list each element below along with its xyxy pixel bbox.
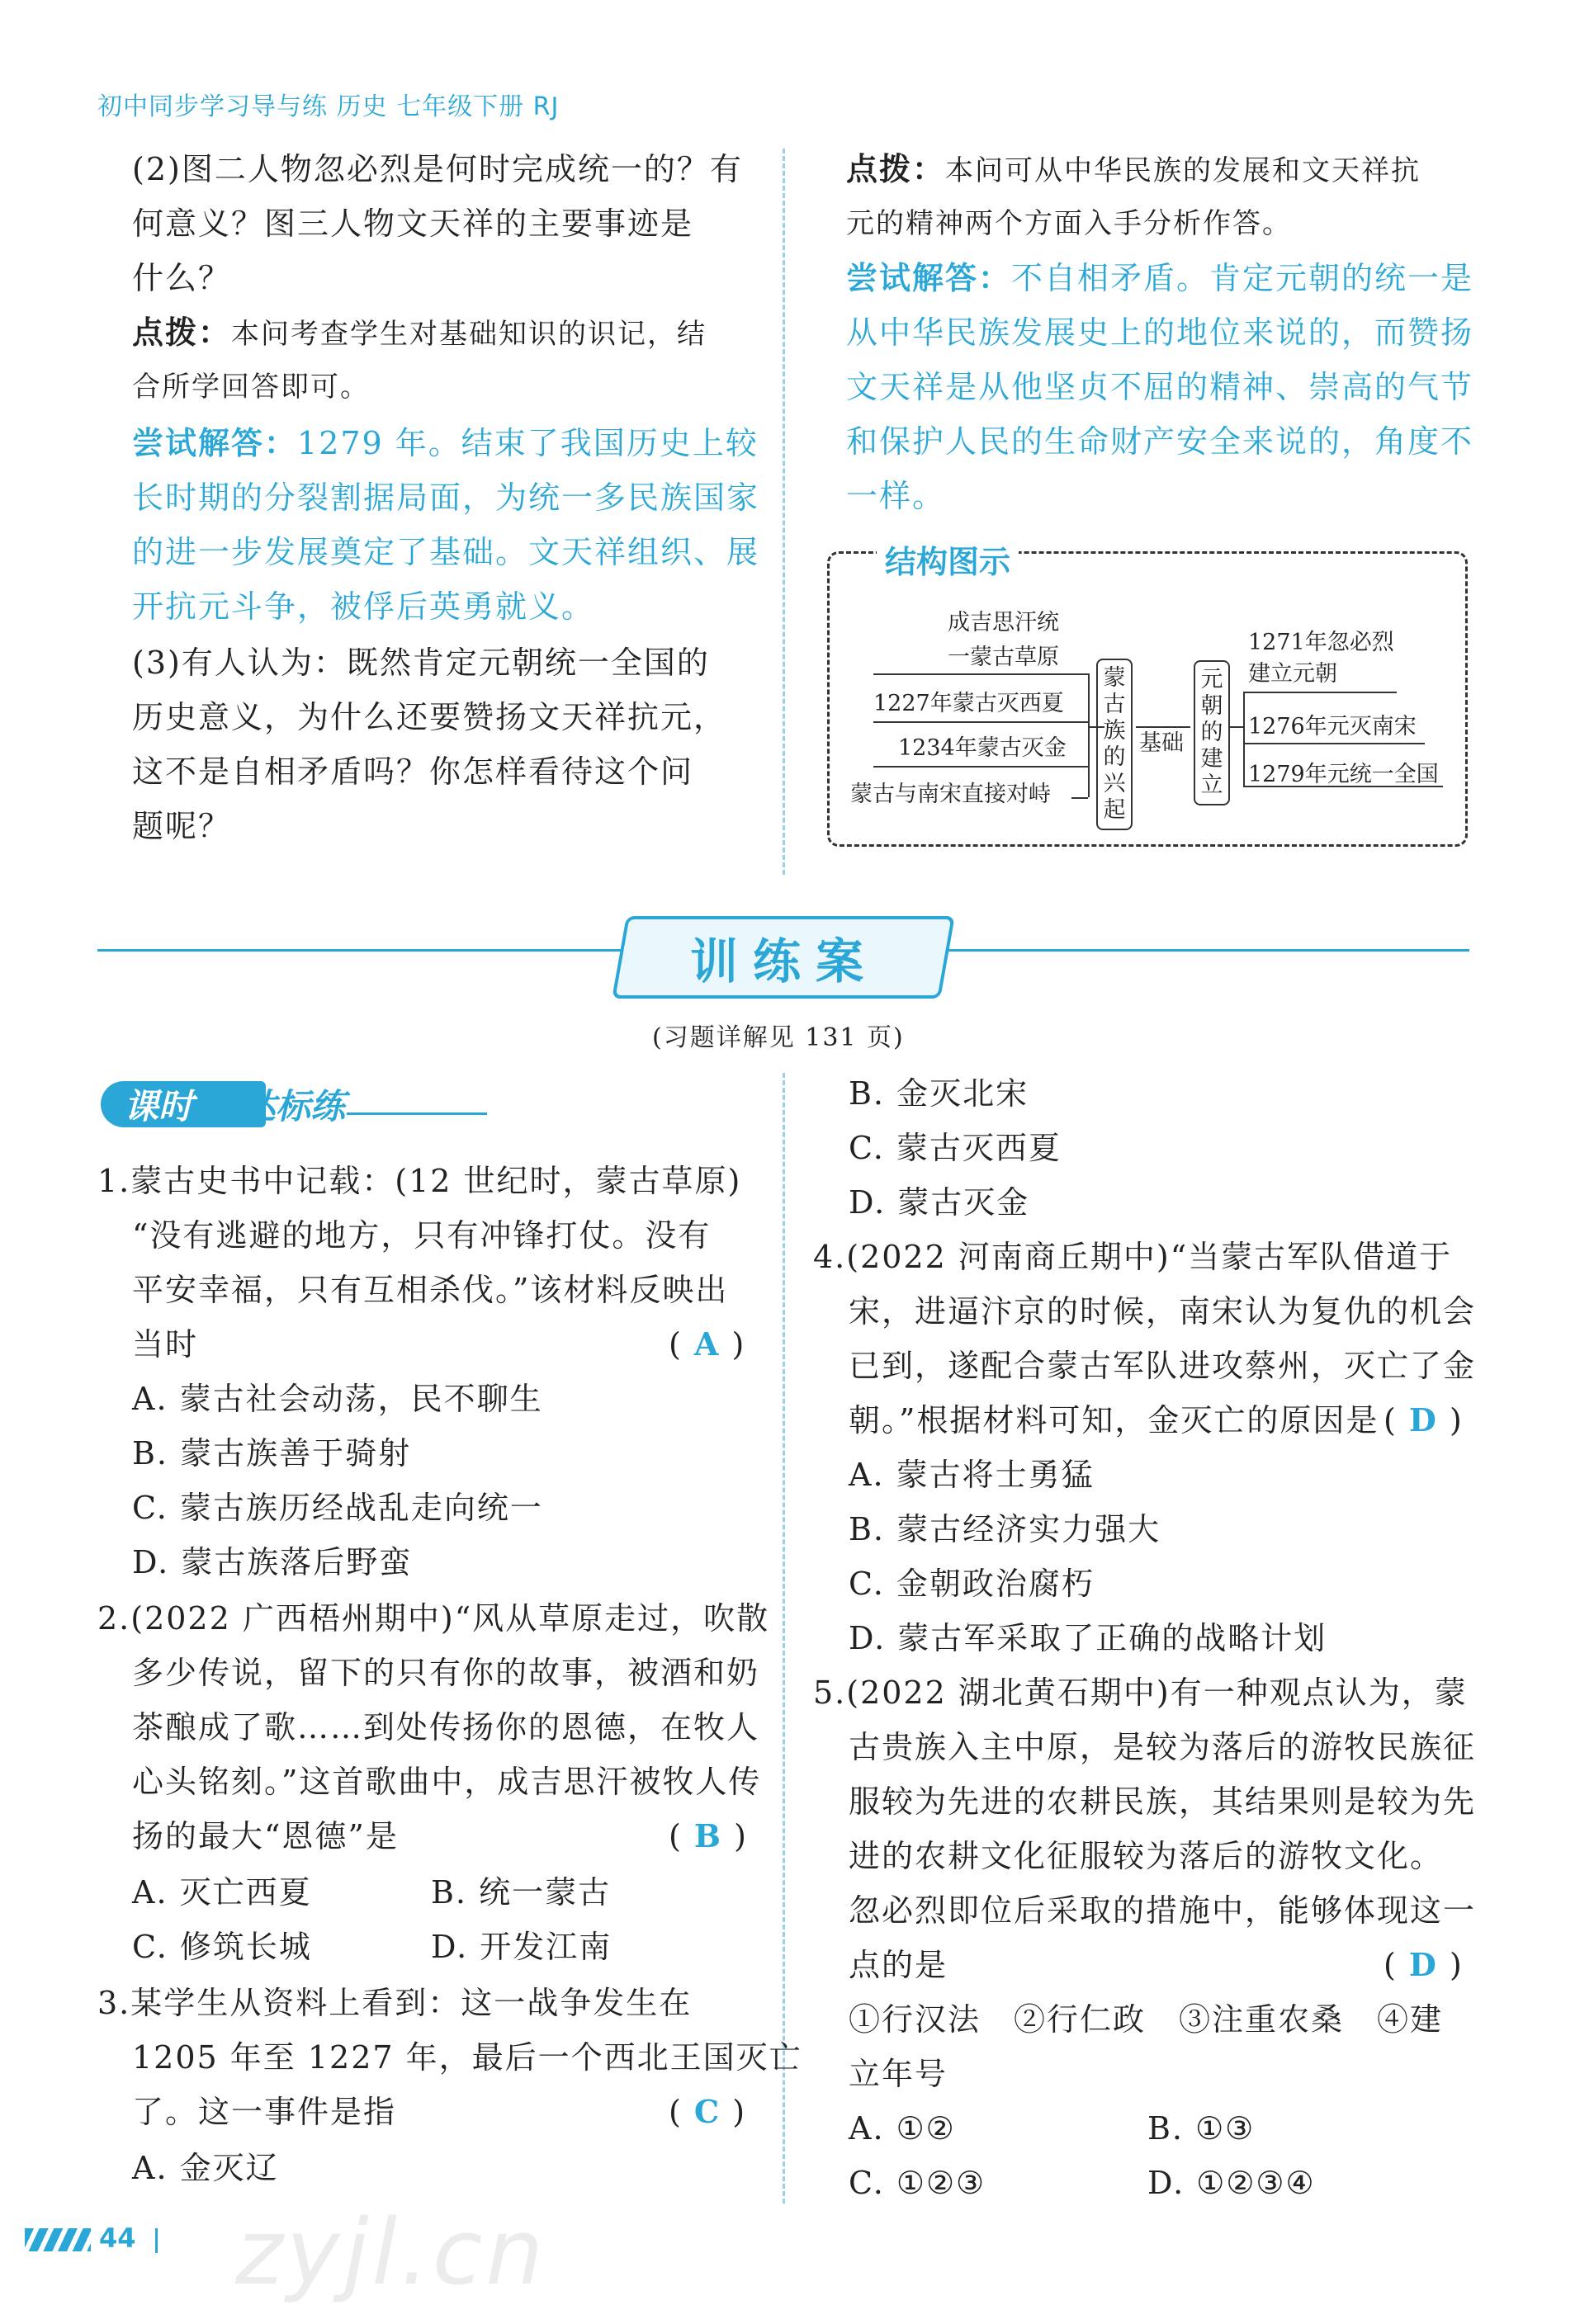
box2-char: 元	[1200, 667, 1223, 692]
q5-option-b: B. ①③	[1147, 2110, 1256, 2147]
answer-reference-note: (习题详解见 131 页)	[652, 1023, 905, 1052]
diagram-line	[1243, 786, 1443, 787]
q3-option-a: A. 金灭辽	[132, 2150, 279, 2186]
q5-line-4: 进的农耕文化征服较为落后的游牧文化。	[849, 1838, 1444, 1874]
answer-label-right: 尝试解答：	[846, 259, 1012, 296]
q3-line-4: 题呢？	[132, 808, 232, 844]
q3-option-c: C. 蒙古灭西夏	[849, 1130, 1062, 1166]
q4-line-2: 宋，进逼汴京的时候，南宋认为复仇的机会	[849, 1293, 1477, 1330]
q1-answer: ( A )	[669, 1325, 746, 1363]
q4-line-3: 已到，遂配合蒙古军队进攻蔡州，灭亡了金	[849, 1348, 1477, 1384]
q5-items-line-2: 立年号	[849, 2056, 948, 2092]
q5-answer: ( D )	[1384, 1946, 1464, 1983]
answer-line-4: 开抗元斗争，被俘后英勇就义。	[132, 588, 595, 625]
box1-char: 族	[1103, 718, 1126, 744]
box2-char: 的	[1200, 720, 1223, 745]
q4-line-4: 朝。”根据材料可知，金灭亡的原因是	[849, 1402, 1379, 1438]
answer-label: 尝试解答：	[132, 424, 298, 461]
box1-char: 蒙	[1103, 665, 1126, 691]
box2-char: 建	[1200, 746, 1223, 772]
answer-right-line-3: 文天祥是从他坚贞不屈的精神、崇高的气节	[846, 369, 1474, 405]
q5-line-2: 古贵族入主中原，是较为落后的游牧民族征	[849, 1729, 1477, 1765]
q2-line-2: 何意义？图三人物文天祥的主要事迹是	[132, 205, 694, 242]
q1-option-b: B. 蒙古族善于骑射	[132, 1435, 412, 1471]
q1-line-2: “没有逃避的地方，只有冲锋打仗。没有	[132, 1217, 712, 1254]
q1-option-c: C. 蒙古族历经战乱走向统一	[132, 1490, 543, 1526]
q1-option-a: A. 蒙古社会动荡，民不聊生	[132, 1381, 543, 1417]
q2-question-line-5: 扬的最大“恩德”是	[132, 1818, 399, 1854]
answer-right-line-4: 和保护人民的生命财产安全来说的，角度不	[846, 423, 1474, 460]
section-tag-b: 达标练	[241, 1086, 346, 1127]
q3-question-line-3: 了。这一事件是指	[132, 2094, 397, 2130]
q5-line-5: 忽必烈即位后采取的措施中，能够体现这一	[849, 1892, 1477, 1929]
q2-question-line-4: 心头铭刻。”这首歌曲中，成吉思汗被牧人传	[132, 1764, 762, 1800]
section-tag-underline	[347, 1112, 487, 1115]
q5-option-a: A. ①②	[849, 2110, 956, 2147]
banner-rule-left	[97, 949, 626, 952]
q2-option-c: C. 修筑长城	[132, 1929, 312, 1965]
q1-answer-letter: A	[693, 1325, 721, 1363]
diagram-line	[873, 721, 1088, 723]
q4-answer-letter: D	[1408, 1401, 1438, 1438]
answer-text-right: 不自相矛盾。肯定元朝的统一是	[1011, 260, 1474, 296]
footer-stripe-decoration	[25, 2228, 91, 2251]
box1-char: 起	[1103, 797, 1126, 823]
hint-text-right: 本问可从中华民族的发展和文天祥抗	[945, 154, 1421, 187]
box2-char: 朝	[1200, 693, 1223, 719]
q2-option-b: B. 统一蒙古	[431, 1874, 612, 1911]
q3-option-d: D. 蒙古灭金	[849, 1184, 1030, 1221]
diagram-title: 结构图示	[877, 536, 1019, 582]
q3-option-b: B. 金灭北宋	[849, 1075, 1029, 1112]
answer-right-line-2: 从中华民族发展史上的地位来说的，而赞扬	[846, 314, 1474, 351]
hint-block-left	[132, 305, 707, 361]
q5-line-6: 点的是	[849, 1947, 948, 1983]
box1-char: 兴	[1103, 771, 1126, 796]
diagram-line	[873, 766, 1088, 768]
diagram-line	[1243, 692, 1397, 693]
banner-rule-right	[941, 949, 1469, 952]
q2-question-line-1: 2.(2022 广西梧州期中)“风从草原走过，吹散	[97, 1600, 770, 1637]
answer-line-3: 的进一步发展奠定了基础。文天祥组织、展	[132, 534, 760, 570]
q3-line-3: 这不是自相矛盾吗？你怎样看待这个问	[132, 753, 694, 790]
hint-text-right-2: 元的精神两个方面入手分析作答。	[846, 207, 1292, 240]
q2-question-line-3: 茶酿成了歌……到处传扬你的恩德，在牧人	[132, 1709, 760, 1745]
q1-line-4: 当时	[132, 1326, 199, 1363]
q3-answer: ( C )	[669, 2093, 747, 2130]
hint-text-2: 合所学回答即可。	[132, 371, 370, 404]
answer-right-line-5: 一样。	[846, 478, 946, 514]
diagram-line	[1088, 673, 1090, 797]
q5-line-1: 5.(2022 湖北黄石期中)有一种观点认为，蒙	[813, 1675, 1468, 1711]
q5-items-line-1: ①行汉法 ②行仁政 ③注重农桑 ④建	[849, 2001, 1444, 2038]
q3-line-1: (3)有人认为：既然肯定元朝统一全国的	[132, 645, 710, 681]
footer-divider	[155, 2228, 158, 2253]
q2-answer-letter: B	[693, 1817, 723, 1854]
q1-line-1: 1.蒙古史书中记载：(12 世纪时，蒙古草原)	[97, 1163, 742, 1199]
hint-label-right: 点拨：	[846, 150, 946, 187]
diagram-line	[1136, 726, 1190, 728]
diagram-left-item-2: 一蒙古草原	[948, 645, 1059, 670]
q3-question-line-2: 1205 年至 1227 年，最后一个西北王国灭亡	[132, 2039, 802, 2076]
q5-answer-letter: D	[1408, 1946, 1438, 1983]
q3-question-line-1: 3.某学生从资料上看到：这一战争发生在	[97, 1985, 693, 2021]
banner-title: 训练案	[689, 933, 878, 990]
box1-char: 古	[1103, 692, 1126, 717]
diagram-line	[873, 673, 1088, 675]
hint-label: 点拨：	[132, 314, 232, 351]
diagram-right-item-3: 1276年元灭南宋	[1248, 714, 1417, 739]
answer-block-left	[132, 416, 759, 470]
q5-line-3: 服较为先进的农耕民族，其结果则是较为先	[849, 1783, 1477, 1820]
q4-answer: ( D )	[1384, 1401, 1464, 1438]
diagram-line	[1071, 797, 1088, 799]
q2-line-1: (2)图二人物忽必烈是何时完成统一的？有	[132, 151, 743, 187]
running-header: 初中同步学习导与练 历史 七年级下册 RJ	[97, 92, 560, 121]
watermark: zyjl.cn	[235, 2199, 547, 2305]
q3-answer-letter: C	[693, 2093, 721, 2130]
q3-line-2: 历史意义，为什么还要赞扬文天祥抗元，	[132, 699, 727, 735]
diagram-left-item-3: 1227年蒙古灭西夏	[873, 691, 1064, 716]
diagram-right-item-1: 1271年忽必烈	[1248, 630, 1394, 655]
hint-block-right	[846, 142, 1421, 198]
q2-option-d: D. 开发江南	[431, 1929, 613, 1965]
q4-option-c: C. 金朝政治腐朽	[849, 1566, 1095, 1602]
q4-option-b: B. 蒙古经济实力强大	[849, 1511, 1161, 1547]
box2-char: 立	[1200, 772, 1223, 798]
q4-option-a: A. 蒙古将士勇猛	[849, 1457, 1095, 1493]
hint-text: 本问考查学生对基础知识的识记，结	[231, 318, 707, 351]
q1-option-d: D. 蒙古族落后野蛮	[132, 1544, 413, 1580]
section-tag-a: 课时	[124, 1086, 194, 1127]
q2-question-line-2: 多少传说，留下的只有你的故事，被酒和奶	[132, 1655, 760, 1691]
diagram-left-item-5: 蒙古与南宋直接对峙	[850, 782, 1051, 807]
answer-text: 1279 年。结束了我国历史上较	[297, 425, 759, 461]
diagram-right-item-4: 1279年元统一全国	[1248, 762, 1439, 787]
answer-line-2: 长时期的分裂割据局面，为统一多民族国家	[132, 479, 760, 516]
q4-option-d: D. 蒙古军采取了正确的战略计划	[849, 1620, 1327, 1656]
diagram-box-yuan-founding	[1194, 660, 1230, 805]
q4-line-1: 4.(2022 河南商丘期中)“当蒙古军队借道于	[813, 1239, 1453, 1275]
q5-option-d: D. ①②③④	[1147, 2165, 1316, 2201]
q2-line-3: 什么？	[132, 260, 232, 296]
q2-option-a: A. 灭亡西夏	[132, 1874, 312, 1911]
diagram-link-label: 基础	[1139, 730, 1184, 756]
diagram-left-item-4: 1234年蒙古灭金	[898, 735, 1067, 761]
diagram-right-item-2: 建立元朝	[1248, 661, 1337, 687]
q5-option-c: C. ①②③	[849, 2165, 986, 2201]
page-number: 44	[99, 2222, 136, 2254]
diagram-line	[1243, 743, 1425, 744]
diagram-line	[1243, 692, 1245, 786]
q1-line-3: 平安幸福，只有互相杀伐。”该材料反映出	[132, 1272, 729, 1308]
diagram-line	[1230, 726, 1243, 728]
q2-answer: ( B )	[669, 1817, 748, 1854]
answer-block-right	[846, 251, 1473, 305]
box1-char: 的	[1103, 744, 1126, 770]
diagram-left-item-1: 成吉思汗统	[948, 610, 1059, 635]
diagram-box-mongol-rise	[1096, 659, 1133, 830]
column-divider-top	[783, 149, 785, 875]
